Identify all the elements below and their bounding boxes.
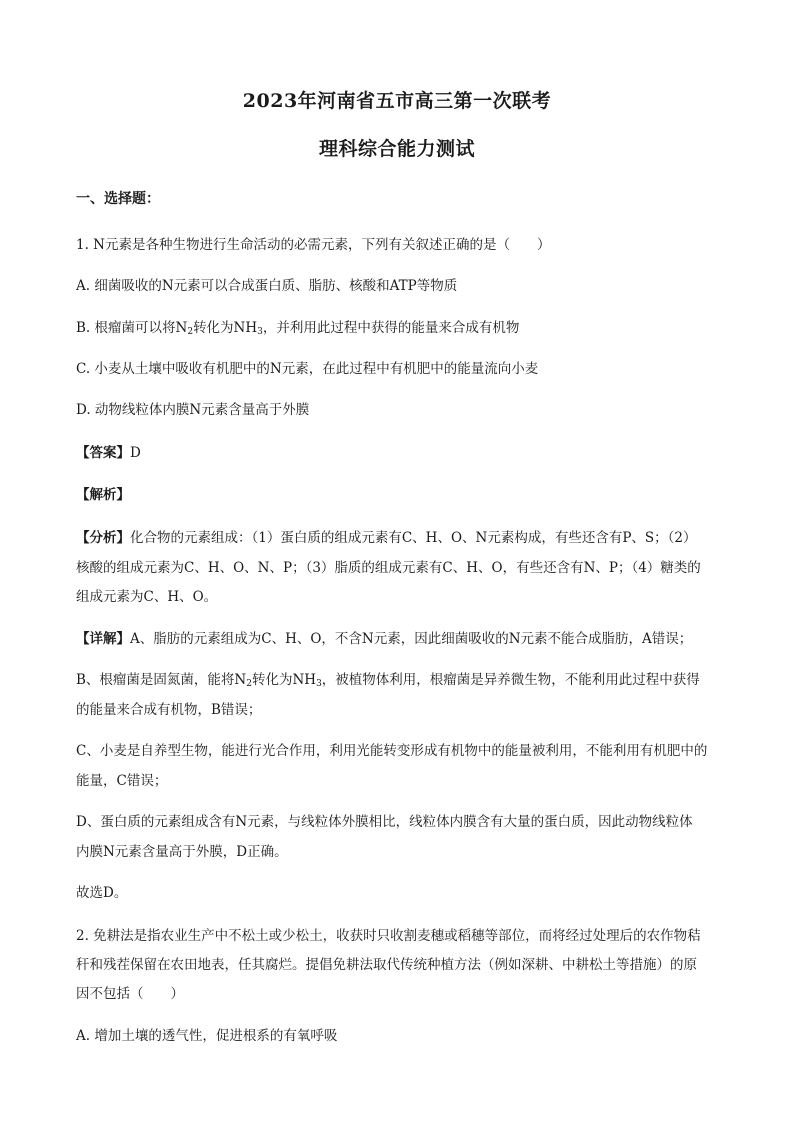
q2-stem-line-3: 因不包括（ ） xyxy=(76,986,184,1002)
q1-option-b xyxy=(76,313,736,347)
exam-subtitle: 理科综合能力测试 xyxy=(318,138,475,160)
q1-detail-a xyxy=(76,624,736,654)
fenxi-text-1: 化合物的元素组成：（1）蛋白质的组成元素有C、H、O、N元素构成，有些还含有P、S；（2） xyxy=(130,530,697,546)
q1-detail-d-line-2: 内膜N元素含量高于外膜，D正确。 xyxy=(76,844,288,860)
q1-option-c: C. 小麦从土壤中吸收有机肥中的N元素，在此过程中有机肥中的能量流向小麦 xyxy=(76,361,539,377)
q2-stem-line-2: 秆和残茬保留在农田地表，任其腐烂。提倡免耕法取代传统种植方法（例如深耕、中耕松土等措施）的原 xyxy=(76,957,697,973)
answer-tag: 【答案】 xyxy=(76,445,130,461)
detail-b-text-2: 转化为NH xyxy=(251,672,317,688)
detail-a-text: A、脂肪的元素组成为C、H、O，不含N元素，因此细菌吸收的N元素不能合成脂肪，A错误； xyxy=(130,631,693,647)
exam-title: 2023年河南省五市高三第一次联考 xyxy=(242,90,552,112)
section-heading: 一、选择题： xyxy=(76,191,160,207)
detail-b-subscript-1: 2 xyxy=(246,679,252,689)
q1-detail-c-line-2: 能量，C错误； xyxy=(76,773,168,789)
detail-b-subscript-2: 3 xyxy=(316,679,322,689)
q1-detail-d-line-1: D、蛋白质的元素组成含有N元素，与线粒体外膜相比，线粒体内膜含有大量的蛋白质，因此动物线粒体 xyxy=(76,814,693,830)
q1-option-b-text-2: 转化为NH xyxy=(193,320,258,336)
detail-b-text-3: ，被植物体利用，根瘤菌是异养微生物，不能利用此过程中获得 xyxy=(321,672,700,688)
q1-option-b-text-3: ，并利用此过程中获得的能量来合成有机物 xyxy=(262,320,520,336)
q1-option-b-subscript-2: 3 xyxy=(257,327,263,337)
analysis-tag: 【解析】 xyxy=(76,487,130,503)
q1-stem: 1. N元素是各种生物进行生命活动的必需元素，下列有关叙述正确的是（ ） xyxy=(76,237,551,253)
q2-stem-line-1: 2. 免耕法是指农业生产中不松土或少松土，收获时只收割麦穗或稻穗等部位，而将经过处理后的农作物秸 xyxy=(76,928,701,944)
q1-fenxi-line-2: 核酸的组成元素为C、H、O、N、P；（3）脂质的组成元素有C、H、O，有些还含有N、P；（4）糖类的 xyxy=(76,560,701,576)
answer-value: D xyxy=(130,445,141,461)
xiangjie-tag: 【详解】 xyxy=(76,631,130,647)
q1-answer xyxy=(76,438,736,468)
q1-option-b-subscript-1: 2 xyxy=(187,327,194,337)
q1-option-d: D. 动物线粒体内膜N元素含量高于外膜 xyxy=(76,402,310,418)
q1-analysis-heading xyxy=(76,480,736,510)
fenxi-tag: 【分析】 xyxy=(76,530,130,546)
q1-option-b-text-1: B. 根瘤菌可以将N xyxy=(76,320,188,336)
q1-fenxi-line-3: 组成元素为C、H、O。 xyxy=(76,589,218,605)
q1-detail-b-line-1 xyxy=(76,665,736,699)
q1-detail-b-line-2: 的能量来合成有机物，B错误； xyxy=(76,702,262,718)
q1-detail-c-line-1: C、小麦是自养型生物，能进行光合作用，利用光能转变形成有机物中的能量被利用，不能利用有机肥中的 xyxy=(76,743,708,759)
q2-option-a: A. 增加土壤的透气性，促进根系的有氧呼吸 xyxy=(76,1028,338,1044)
q1-option-a: A. 细菌吸收的N元素可以合成蛋白质、脂肪、核酸和ATP等物质 xyxy=(76,278,458,294)
q1-conclusion: 故选D。 xyxy=(76,885,128,901)
q1-fenxi-line-1 xyxy=(76,523,736,553)
detail-b-text-1: B、根瘤菌是固氮菌，能将N xyxy=(76,672,247,688)
